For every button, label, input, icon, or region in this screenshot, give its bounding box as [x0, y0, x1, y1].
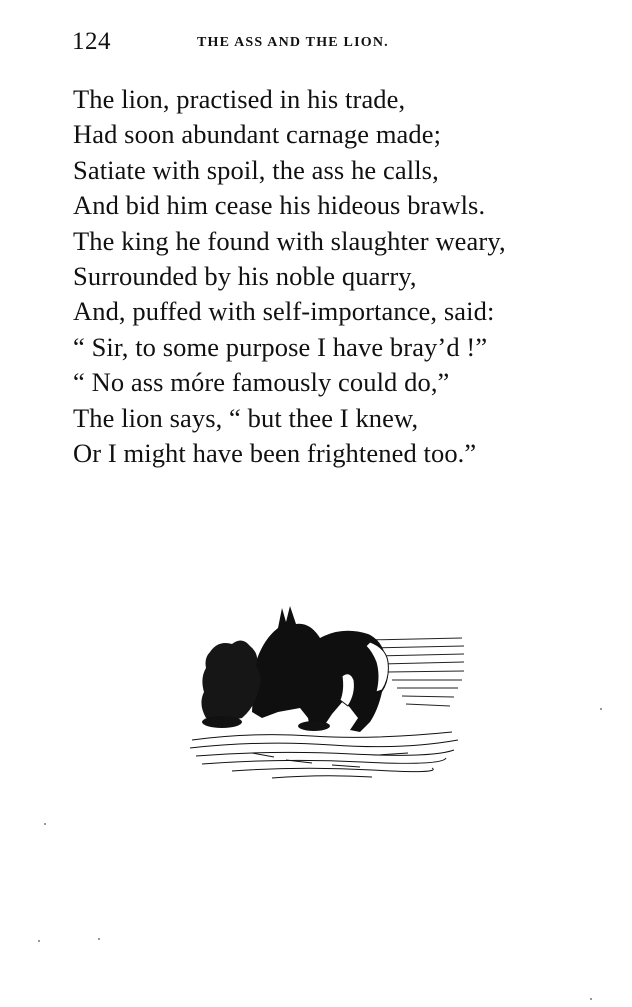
- running-title: THE ASS AND THE LION.: [197, 35, 389, 50]
- page-number: 124: [72, 28, 111, 55]
- poem-line: Surrounded by his noble quarry,: [73, 261, 417, 292]
- poem-line: The lion, practised in his trade,: [73, 84, 406, 114]
- poem-line: Had soon abundant carnage made;: [73, 119, 442, 150]
- poem-line: The lion says, “ but thee I knew,: [73, 402, 419, 433]
- paper-speck: [38, 940, 40, 942]
- poem-line: And, puffed with self-importance, said:: [73, 296, 495, 327]
- poem-text: [73, 82, 613, 471]
- poem-line: “ No ass móre famously could do,”: [73, 367, 450, 398]
- paper-speck: [44, 823, 46, 825]
- poem-line: The king he found with slaughter weary,: [73, 225, 506, 256]
- paper-speck: [600, 708, 602, 710]
- paper-speck: [590, 998, 592, 1000]
- lion-figure: [252, 606, 388, 732]
- poem-line: Or I might have been frightened too.”: [73, 438, 477, 469]
- poem-line: And bid him cease his hideous brawls.: [73, 190, 486, 221]
- ass-and-lion-illustration: [182, 600, 466, 790]
- hatched-ground: [190, 732, 458, 778]
- poem-line: Satiate with spoil, the ass he calls,: [73, 154, 439, 185]
- paper-speck: [98, 938, 100, 940]
- poem-line: “ Sir, to some purpose I have bray’d !”: [73, 331, 488, 362]
- ass-figure: [201, 640, 260, 722]
